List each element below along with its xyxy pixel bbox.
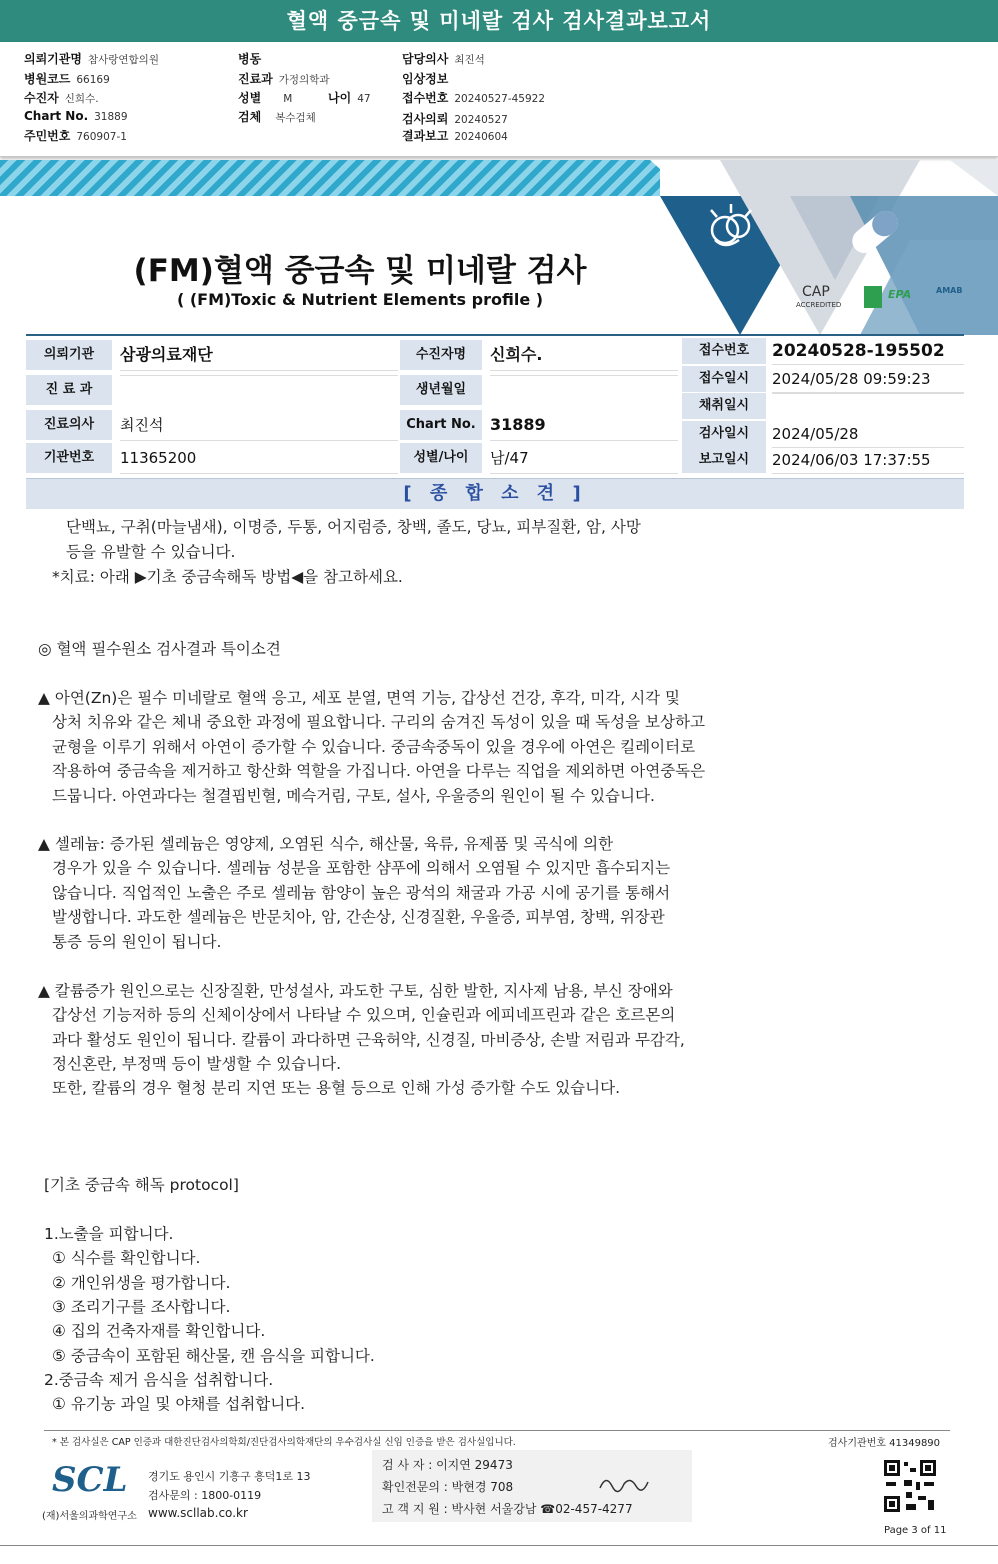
info-value-report-time: 2024/06/03 17:37:55 (772, 447, 964, 474)
cap-logo: CAP (802, 284, 830, 300)
info-label-chart-no: Chart No. (400, 410, 482, 440)
specialist: 확인전문의 : 박현경 708 (382, 1480, 514, 1494)
info-label-doctor: 진료의사 (26, 410, 112, 440)
info-label-receipt-no: 접수번호 (682, 338, 766, 364)
info-value-inst-no: 11365200 (120, 443, 398, 474)
info-value-doctor: 최진석 (120, 410, 398, 441)
section-heading: ◎ 혈액 필수원소 검사결과 특이소견 (38, 640, 281, 658)
info-label-department: 진 료 과 (26, 375, 112, 405)
header-patient: 수진자 신희수. (24, 91, 99, 105)
report-title: 혈액 중금속 및 미네랄 검사 검사결과보고서 (0, 0, 998, 42)
header-clinical-info: 임상정보 (402, 72, 449, 86)
selenium-paragraph-line: 경우가 있을 수 있습니다. 셀레늄 성분을 포함한 샴푸에 의해서 오염될 수 있지만 흡수되지는 (52, 859, 671, 877)
website-link[interactable]: www.scllab.co.kr (148, 1506, 248, 1520)
info-label-patient: 수진자명 (400, 340, 482, 370)
info-label-collection-time: 채취일시 (682, 393, 766, 419)
potassium-paragraph-line: ▲ 칼륨증가 원인으로는 신장질환, 만성설사, 과도한 구토, 심한 발한, 지사제 남용, 부신 장애와 (38, 982, 673, 1000)
protocol-step: 1.노출을 피합니다. (44, 1225, 174, 1243)
header-receipt-no: 접수번호 20240527-45922 (402, 91, 546, 105)
examiner: 검 사 자 : 이지연 29473 (382, 1458, 513, 1472)
info-value-test-date: 2024/05/28 (772, 421, 964, 448)
info-label-birthdate: 생년월일 (400, 375, 482, 405)
protocol-substep: ① 유기농 과일 및 야채를 섭취합니다. (52, 1395, 306, 1413)
potassium-paragraph-line: 또한, 칼륨의 경우 혈청 분리 지연 또는 용혈 등으로 인해 가성 증가할 수도 있습니다. (52, 1079, 621, 1097)
header-department: 진료과 가정의학과 (238, 72, 330, 86)
selenium-paragraph-line: 통증 등의 원인이 됩니다. (52, 933, 222, 951)
protocol-substep: ③ 조리기구를 조사합니다. (52, 1298, 231, 1316)
potassium-paragraph-line: 과다 활성도 원인이 됩니다. 칼륨이 과다하면 근육허약, 신경질, 마비증상, 손발 저림과 무감각, (52, 1031, 685, 1049)
amab-logo: AMAB (936, 286, 963, 295)
info-value-client: 삼광의료재단 (120, 340, 398, 371)
potassium-paragraph-line: 갑상선 기능저하 등의 신체이상에서 나타날 수 있으며, 인슐린과 에피네프린과 같은 호르몬의 (52, 1006, 676, 1024)
page-number: Page 3 of 11 (884, 1525, 947, 1536)
zinc-paragraph-line: 상처 치유와 같은 체내 중요한 과정에 필요합니다. 구리의 숨겨진 독성이 있을 때 독성을 보상하고 (52, 713, 705, 731)
signature-mark (596, 1470, 652, 1498)
org-name: (재)서울의과학연구소 (42, 1511, 137, 1522)
cap-accredited-text: ACCREDITED (796, 301, 842, 309)
lm-logo (864, 286, 882, 308)
page-bottom-rule (0, 1545, 998, 1546)
protocol-heading: [기초 중금속 해독 protocol] (44, 1176, 239, 1194)
protocol-substep: ① 식수를 확인합니다. (52, 1249, 201, 1267)
protocol-substep: ④ 집의 건축자재를 확인합니다. (52, 1322, 266, 1340)
zinc-paragraph-line: 작용하여 중금속을 제거하고 항산화 역할을 가집니다. 아연을 다루는 직업을 제외하면 아연중독은 (52, 762, 706, 780)
customer-support: 고 객 지 원 : 박사현 서울강남 ☎02-457-4277 (382, 1502, 633, 1516)
test-title: (FM)혈액 중금속 및 미네랄 검사 (133, 253, 587, 289)
header-client: 의뢰기관명 참사랑연합의원 (24, 52, 159, 66)
test-subtitle: ( (FM)Toxic & Nutrient Elements profile ) (176, 290, 544, 309)
info-label-test-date: 검사일시 (682, 421, 766, 447)
info-value-receipt-no: 20240528-195502 (772, 338, 964, 365)
header-specimen: 검체 복수검체 (238, 110, 316, 124)
info-value-chart-no: 31889 (490, 410, 678, 441)
treatment-note: *치료: 아래 ▶기초 중금속해독 방법◀을 참고하세요. (52, 568, 403, 586)
header-doctor: 담당의사 최진석 (402, 52, 485, 66)
header-sex: 성별 M (238, 91, 293, 105)
scl-logo: SCL (52, 1460, 128, 1500)
protocol-substep: ② 개인위생을 평가합니다. (52, 1274, 231, 1292)
info-value-birthdate (490, 375, 678, 376)
header-resident-no: 주민번호 760907-1 (24, 129, 127, 143)
inst-number: 검사기관번호 41349890 (828, 1438, 941, 1449)
protocol-step: 2.중금속 제거 음식을 섭취합니다. (44, 1371, 274, 1389)
info-label-report-time: 보고일시 (682, 447, 766, 473)
epa-logo: EPA (888, 288, 912, 301)
info-label-inst-no: 기관번호 (26, 443, 112, 473)
org-address: 경기도 용인시 기흥구 흥덕1로 13 (148, 1470, 311, 1483)
info-label-client: 의뢰기관 (26, 340, 112, 370)
report-header (0, 42, 998, 157)
qr-code-icon (882, 1458, 938, 1514)
body-line: 단백뇨, 구취(마늘냄새), 이명증, 두통, 어지럼증, 창백, 졸도, 당뇨, 피부질환, 암, 사망 (66, 518, 641, 536)
patient-info-table (26, 334, 964, 336)
selenium-paragraph-line: ▲ 셀레늄: 증가된 셀레늄은 영양제, 오염된 식수, 해산물, 육류, 유제품 및 곡식에 의한 (38, 835, 614, 853)
potassium-paragraph-line: 정신혼란, 부정맥 등이 발생할 수 있습니다. (52, 1055, 342, 1073)
header-age: 나이 47 (328, 91, 371, 105)
banner-stripe (0, 160, 660, 196)
info-value-sex-age: 남/47 (490, 443, 678, 474)
body-line: 등을 유발할 수 있습니다. (66, 543, 236, 561)
accreditation-notice: * 본 검사실은 CAP 인증과 대한진단검사의학회/진단검사의학재단의 우수검사실 신임 인증을 받은 검사실입니다. (52, 1437, 516, 1448)
info-value-patient: 신희수. (490, 340, 678, 371)
header-hospital-code: 병원코드 66169 (24, 72, 110, 86)
zinc-paragraph-line: 드뭅니다. 아연과다는 철결핍빈혈, 메슥거림, 구토, 설사, 우울증의 원인이 될 수 있습니다. (52, 787, 655, 805)
protocol-substep: ⑤ 중금속이 포함된 해산물, 캔 음식을 피합니다. (52, 1347, 375, 1365)
selenium-paragraph-line: 발생합니다. 과도한 셀레늄은 반문치아, 암, 간손상, 신경질환, 우울증, 피부염, 창백, 위장관 (52, 908, 665, 926)
zinc-paragraph-line: 균형을 이루기 위해서 아연이 증가할 수 있습니다. 중금속중독이 있을 경우에 아연은 킬레이터로 (52, 738, 696, 756)
header-chart-no: Chart No. 31889 (24, 109, 128, 123)
info-value-receipt-time: 2024/05/28 09:59:23 (772, 366, 964, 393)
summary-heading: [ 종 합 소 견 ] (26, 478, 964, 509)
header-ward: 병동 (238, 52, 262, 66)
selenium-paragraph-line: 않습니다. 직업적인 노출은 주로 셀레늄 함양이 높은 광석의 채굴과 가공 시에 공기를 통해서 (52, 884, 671, 902)
header-request-date: 검사의뢰 20240527 (402, 112, 508, 126)
zinc-paragraph-line: ▲ 아연(Zn)은 필수 미네랄로 혈액 응고, 세포 분열, 면역 기능, 갑상선 건강, 후각, 미각, 시각 및 (38, 689, 681, 707)
info-value-department (120, 375, 398, 376)
info-label-sex-age: 성별/나이 (400, 443, 482, 473)
header-report-date: 결과보고 20240604 (402, 129, 508, 143)
info-label-receipt-time: 접수일시 (682, 366, 766, 392)
inquiry-phone: 검사문의 : 1800-0119 (148, 1489, 262, 1502)
accreditation-logos (796, 284, 966, 314)
info-value-collection-time (772, 393, 964, 394)
footer-divider (44, 1430, 950, 1431)
